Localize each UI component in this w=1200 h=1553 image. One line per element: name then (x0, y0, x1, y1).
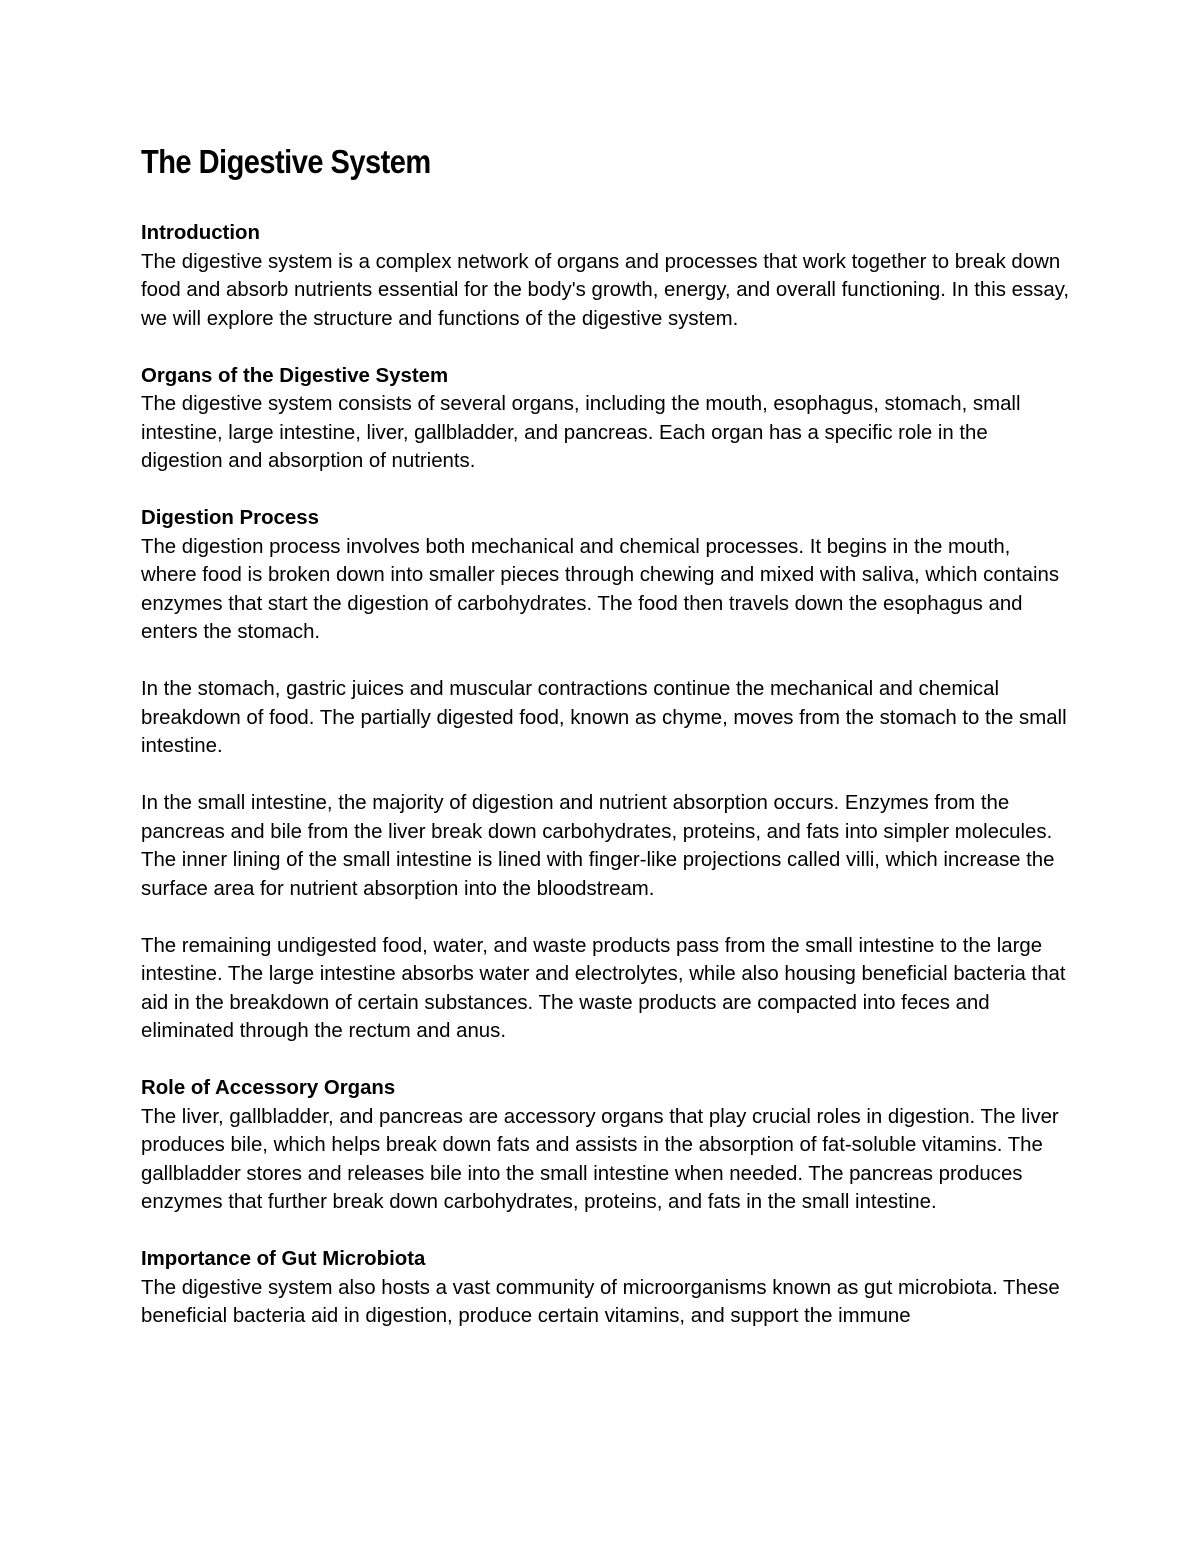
section-heading: Role of Accessory Organs (141, 1077, 396, 1099)
section-introduction (141, 219, 1071, 333)
paragraph-text: The liver, gallbladder, and pancreas are accessory organs that play crucial roles in digestion. The liver produces bile, which helps break down fats and assists in the absorption of fat-soluble vitamins. The gallbladder stores and releases bile into the small intestine when needed. The pancreas produces enzymes that further break down carbohydrates, proteins, and fats in the small intestine. (141, 1105, 1059, 1213)
paragraph (141, 675, 1071, 761)
paragraph (141, 1103, 1071, 1217)
section-accessory-organs (141, 1074, 1071, 1217)
paragraph (141, 932, 1071, 1046)
section-gut-microbiota (141, 1245, 1071, 1331)
paragraph-text: The digestion process involves both mechanical and chemical processes. It begins in the mouth, where food is broken down into smaller pieces through chewing and mixed with saliva, which contains enzymes that start the digestion of carbohydrates. The food then travels down the esophagus and enters the stomach. (141, 535, 1060, 643)
paragraph (141, 789, 1071, 903)
paragraph-text: The digestive system consists of several organs, including the mouth, esophagus, stomach, small intestine, large intestine, liver, gallbladder, and pancreas. Each organ has a specific role in the digestion and absorption of nutrients. (141, 393, 1021, 472)
paragraph-text: The digestive system is a complex network of organs and processes that work together to break down food and absorb nutrients essential for the body's growth, energy, and overall functioning. In this essay, we will explore the structure and functions of the digestive system. (141, 250, 1070, 330)
paragraph-text: In the stomach, gastric juices and muscular contractions continue the mechanical and chemical breakdown of food. The partially digested food, known as chyme, moves from the stomach to the small intestine. (141, 678, 1067, 757)
paragraph-text: The digestive system also hosts a vast community of microorganisms known as gut microbiota. These beneficial bacteria aid in digestion, produce certain vitamins, and support the immune (141, 1276, 1060, 1327)
section-heading: Introduction (141, 222, 260, 244)
page-title: The Digestive System (141, 143, 431, 180)
paragraph-text: The remaining undigested food, water, and waste products pass from the small intestine to the large intestine. The large intestine absorbs water and electrolytes, while also housing beneficial bacteria that aid in the breakdown of certain substances. The waste products are compacted into feces and eliminated through the rectum and anus. (141, 934, 1066, 1042)
paragraph (141, 1274, 1071, 1331)
paragraph-text: In the small intestine, the majority of digestion and nutrient absorption occurs. Enzymes from the pancreas and bile from the liver break down carbohydrates, proteins, and fats into simpler molecules. The inner lining of the small intestine is lined with finger-like projections called villi, which increase the surface area for nutrient absorption into the bloodstream. (141, 792, 1055, 900)
section-heading: Importance of Gut Microbiota (141, 1248, 426, 1270)
section-digestion-process (141, 504, 1071, 1046)
paragraph (141, 390, 1071, 476)
paragraph (141, 248, 1071, 334)
section-heading: Organs of the Digestive System (141, 364, 449, 387)
document-body (141, 140, 1071, 1359)
section-organs (141, 362, 1071, 476)
paragraph (141, 533, 1071, 647)
section-heading: Digestion Process (141, 507, 319, 529)
